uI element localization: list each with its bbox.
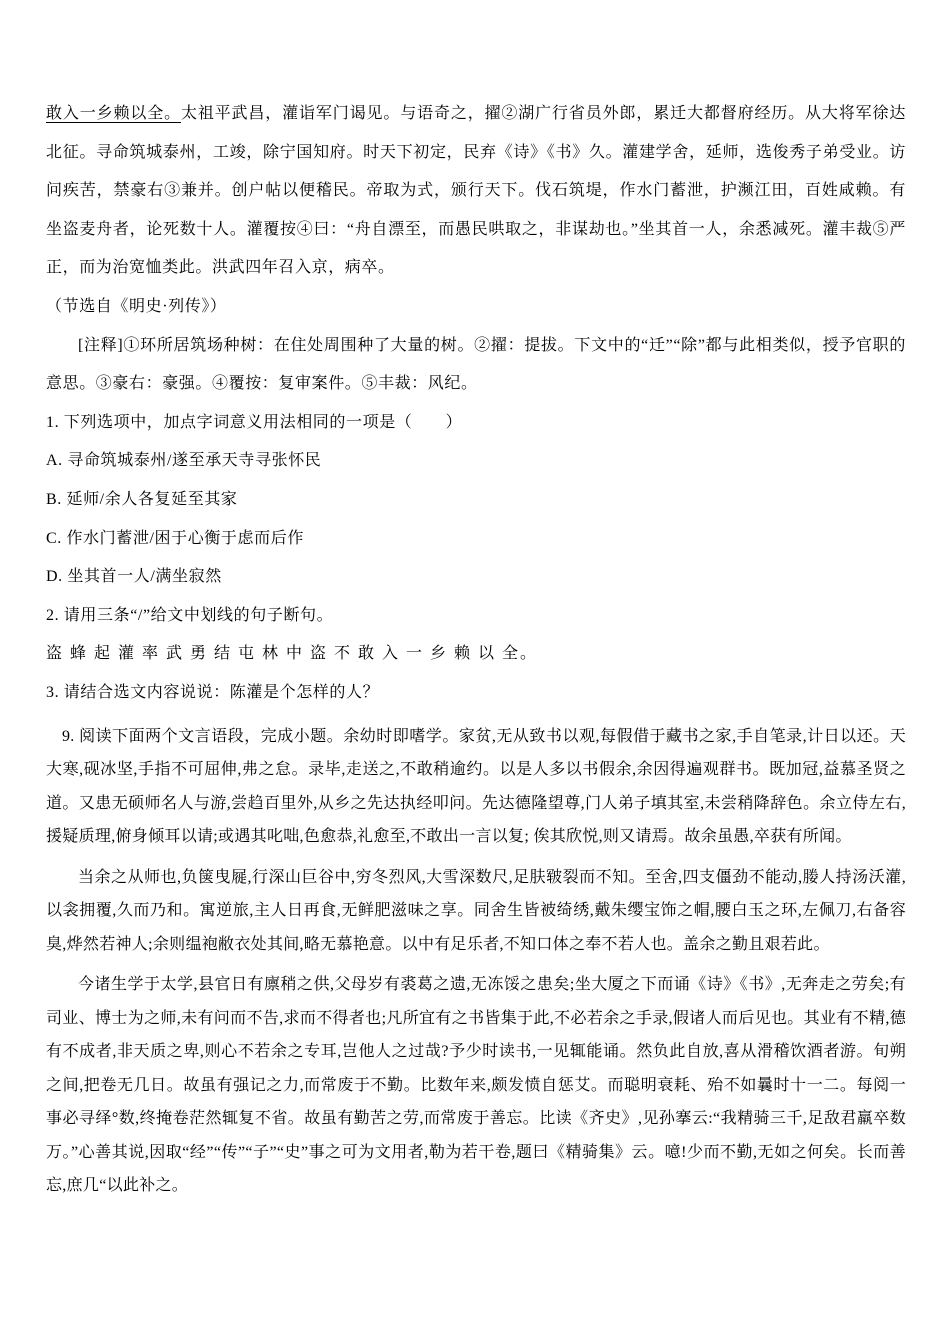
question-2-sentence-to-punctuate: 盗 蜂 起 灌 率 武 勇 结 屯 林 中 盗 不 敢 入 一 乡 赖 以 全。 bbox=[46, 645, 539, 663]
passage2-paragraph-3: 今诸生学于太学,县官日有廪稍之供,父母岁有裘葛之遗,无冻馁之患矣;坐大厦之下而诵《诗》《书》,无奔走之劳矣;有司业、博士为之师,未有问而不告,求而不得者也;凡所宜有之书皆集于此,不必若余之手录,假诸人而后见也。其业有不精,德有不成者,非天质之卑,则心不若余之专耳,岂他人之过哉?予少时读书,一见辄能诵。然负此自放,喜从滑稽饮酒者游。旬朔之间,把卷无几日。故虽有强记之力,而常废于不勤。比数年来,颇发愤自惩艾。而聪明衰耗、殆不如曩时十一二。每阅一事必寻绎°数,终掩卷茫然辄复不省。故虽有勤苦之劳,而常废于善忘。比读《齐史》,见孙搴云:“我精骑三千,足敌君羸卒数万。”心善其说,因取“经”“传”“子”“史”事之可为文用者,勒为若干卷,题曰《精骑集》云。噫!少而不勤,无如之何矣。长而善忘,庶几“以此补之。 bbox=[46, 976, 906, 1194]
question-3: 3. 请结合选文内容说说：陈灌是个怎样的人？ bbox=[46, 683, 380, 701]
question-1-option-c: C. 作水门蓄泄/困于心衡于虑而后作 bbox=[46, 529, 304, 547]
question-1-option-a: A. 寻命筑城泰州/遂至承天寺寻张怀民 bbox=[46, 452, 322, 470]
passage2-paragraph-1: 9. 阅读下面两个文言语段，完成小题。余幼时即嗜学。家贫,无从致书以观,每假借于藏书之家,手自笔录,计日以还。天大寒,砚冰坚,手指不可屈伸,弗之怠。录毕,走送之,不敢稍逾约。以是人多以书假余,余因得遍观群书。既加冠,益慕圣贤之道。又患无硕师名人与游,尝趋百里外,从乡之先达执经叩问。先达德隆望尊,门人弟子填其室,未尝稍降辞色。余立侍左右,援疑质理,俯身倾耳以请;或遇其叱咄,色愈恭,礼愈至,不敢出一言以复; 俟其欣悦,则又请焉。故余虽愚,卒获有所闻。 bbox=[46, 727, 906, 845]
question-1-option-d: D. 坐其首一人/满坐寂然 bbox=[46, 568, 222, 586]
question-1-option-b: B. 延师/余人各复延至其家 bbox=[46, 490, 238, 508]
passage1-body-text: 太祖平武昌，灌诣军门谒见。与语奇之，擢②湖广行省员外郎，累迁大都督府经历。从大将军徐达北征。寻命筑城泰州，工竣，除宁国知府。时天下初定，民弃《诗》《书》久。灌建学舍，延师，选俊秀子弟受业。访问疾苦，禁豪右③兼并。创户帖以便稽民。帝取为式，颁行天下。伐石筑堤，作水门蓄泄，护濒江田，百姓咸赖。有坐盗麦舟者，论死数十人。灌覆按④曰：“舟自漂至，而愚民哄取之，非谋劫也。”坐其首一人，余悉减死。灌丰裁⑤严正，而为治宽恤类此。洪武四年召入京，病卒。 bbox=[46, 105, 906, 277]
question-1: 1. 下列选项中，加点字词意义用法相同的一项是（ ） bbox=[46, 413, 463, 431]
passage1-notes: [注释]①环所居筑场种树：在住处周围种了大量的树。②擢：提拔。下文中的“迁”“除”都与此相类似，授予官职的意思。③豪右：豪强。④覆按：复审案件。⑤丰裁：风纪。 bbox=[46, 336, 906, 393]
question-2: 2. 请用三条“/”给文中划线的句子断句。 bbox=[46, 606, 334, 624]
passage1-text bbox=[46, 95, 906, 288]
passage2-paragraph-2: 当余之从师也,负箧曳屣,行深山巨谷中,穷冬烈风,大雪深数尺,足肤皲裂而不知。至舍,四支僵劲不能动,媵人持汤沃灌,以衾拥覆,久而乃和。寓逆旅,主人日再食,无鲜肥滋味之享。同舍生皆被绮绣,戴朱缨宝饰之帽,腰白玉之环,左佩刀,右备容臭,烨然若神人;余则缊袍敝衣处其间,略无慕艳意。以中有足乐者,不知口体之奉不若人也。盖余之勤且艰若此。 bbox=[46, 868, 906, 953]
passage1-underlined-sentence: 敢入一乡赖以全。 bbox=[46, 105, 181, 122]
passage1-source: （节选自《明史·列传》） bbox=[46, 297, 227, 315]
